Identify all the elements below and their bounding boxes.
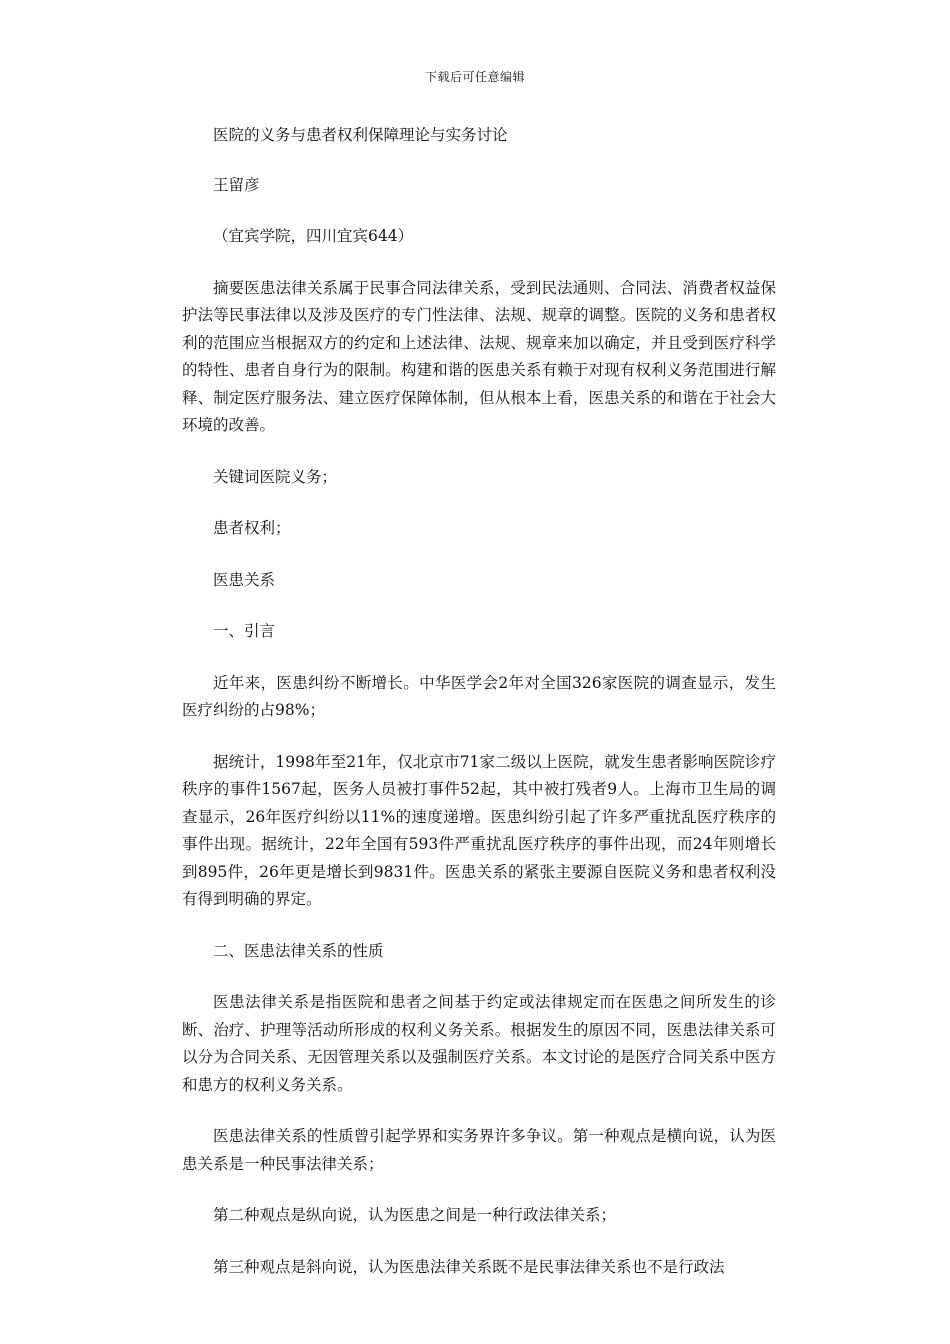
- paragraph: 第三种观点是斜向说，认为医患法律关系既不是民事法律关系也不是行政法: [213, 1257, 725, 1276]
- paragraph: 第二种观点是纵向说，认为医患之间是一种行政法律关系；: [213, 1206, 617, 1224]
- page-header: 下载后可任意编辑: [424, 70, 525, 84]
- paragraph: 近年来，医患纠纷不断增长。中华医学会2年对全国326家医院的调查显示，发生医疗纠纷的占98%；: [182, 673, 776, 719]
- section-heading: 一、引言: [213, 622, 276, 640]
- keyword-line: 医患关系: [213, 570, 276, 589]
- paragraph: 医患法律关系的性质曾引起学界和实务界许多争议。第一种观点是横向说，认为医患关系是一种民事法律关系；: [182, 1127, 776, 1173]
- section-heading: 二、医患法律关系的性质: [213, 941, 384, 960]
- article-abstract: 摘要医患法律关系属于民事合同法律关系，受到民法通则、合同法、消费者权益保护法等民事法律以及涉及医疗的专门性法律、法规、规章的调整。医院的义务和患者权利的范围应当根据双方的约定和上述法律、法规、规章来加以确定，并且受到医疗科学的特性、患者自身行为的限制。构建和谐的医患关系有赖于对现有权利义务范围进行解释、制定医疗服务法、建立医疗保障体制，但从根本上看，医患关系的和谐在于社会大环境的改善。: [182, 278, 776, 434]
- paragraph: 医患法律关系是指医院和患者之间基于约定或法律规定而在医患之间所发生的诊断、治疗、护理等活动所形成的权利义务关系。根据发生的原因不同，医患法律关系可以分为合同关系、无因管理关系以及强制医疗关系。本文讨论的是医疗合同关系中医方和患方的权利义务关系。: [182, 993, 776, 1094]
- keyword-line: 患者权利；: [213, 519, 291, 537]
- paragraph: 据统计，1998年至21年，仅北京市71家二级以上医院，就发生患者影响医院诊疗秩序的事件1567起，医务人员被打事件52起，其中被打残者9人。上海市卫生局的调查显示，26年医疗纠纷以11%的速度递增。医患纠纷引起了许多严重扰乱医疗秩序的事件出现。据统计，22年全国有593件严重扰乱医疗秩序的事件出现，而24年则增长到895件，26年更是增长到9831件。医患关系的紧张主要源自医院义务和患者权利没有得到明确的界定。: [182, 752, 776, 908]
- keyword-line: 关键词医院义务；: [213, 467, 338, 486]
- article-body: [182, 122, 776, 1305]
- article-title: 医院的义务与患者权利保障理论与实务讨论: [213, 126, 508, 144]
- article-affiliation: （宜宾学院，四川宜宾644）: [213, 227, 414, 245]
- article-author: 王留彦: [213, 175, 260, 194]
